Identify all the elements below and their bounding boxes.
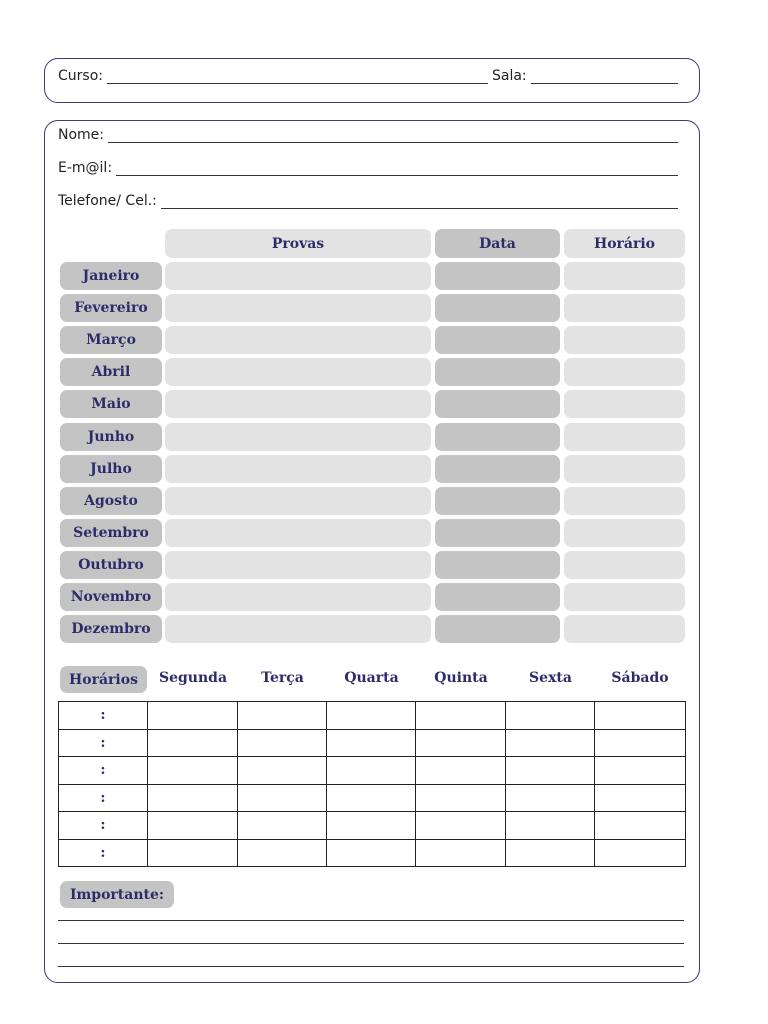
schedule-cell[interactable] xyxy=(148,812,238,840)
data-cell-janeiro[interactable] xyxy=(435,262,560,290)
schedule-row xyxy=(59,784,686,812)
schedule-cell[interactable] xyxy=(238,757,327,785)
time-slot-cell[interactable]: : xyxy=(59,757,148,785)
email-label: E-m@il: xyxy=(58,160,113,176)
schedule-cell[interactable] xyxy=(506,784,595,812)
time-slot-cell[interactable]: : xyxy=(59,729,148,757)
month-label-novembro: Novembro xyxy=(60,583,162,611)
time-slot-cell[interactable]: : xyxy=(59,784,148,812)
schedule-cell[interactable] xyxy=(416,784,506,812)
day-header-quarta: Quarta xyxy=(344,670,399,686)
time-slot-cell[interactable]: : xyxy=(59,812,148,840)
schedule-row xyxy=(59,757,686,785)
schedule-cell[interactable] xyxy=(148,784,238,812)
data-cell-abril[interactable] xyxy=(435,358,560,386)
schedule-cell[interactable] xyxy=(327,812,416,840)
month-label-janeiro: Janeiro xyxy=(60,262,162,290)
horario-cell-setembro[interactable] xyxy=(564,519,685,547)
month-label-fevereiro: Fevereiro xyxy=(60,294,162,322)
horario-cell-maio[interactable] xyxy=(564,390,685,418)
month-label-setembro: Setembro xyxy=(60,519,162,547)
horario-cell-agosto[interactable] xyxy=(564,487,685,515)
curso-label: Curso: xyxy=(58,68,103,84)
telefone-line[interactable] xyxy=(161,194,678,209)
horario-cell-outubro[interactable] xyxy=(564,551,685,579)
provas-cell-maio[interactable] xyxy=(165,390,431,418)
provas-cell-outubro[interactable] xyxy=(165,551,431,579)
provas-cell-junho[interactable] xyxy=(165,423,431,451)
schedule-cell[interactable] xyxy=(506,757,595,785)
nome-line[interactable] xyxy=(108,128,678,143)
schedule-cell[interactable] xyxy=(595,839,686,867)
horario-cell-janeiro[interactable] xyxy=(564,262,685,290)
nome-label: Nome: xyxy=(58,127,105,143)
schedule-cell[interactable] xyxy=(416,812,506,840)
day-header-terca: Terça xyxy=(261,670,304,686)
schedule-cell[interactable] xyxy=(416,757,506,785)
note-line[interactable] xyxy=(58,966,684,967)
schedule-cell[interactable] xyxy=(416,729,506,757)
data-cell-setembro[interactable] xyxy=(435,519,560,547)
horario-cell-novembro[interactable] xyxy=(564,583,685,611)
note-line[interactable] xyxy=(58,920,684,921)
schedule-cell[interactable] xyxy=(595,729,686,757)
provas-cell-fevereiro[interactable] xyxy=(165,294,431,322)
email-field[interactable] xyxy=(58,160,678,176)
sala-line[interactable] xyxy=(531,69,678,84)
data-cell-julho[interactable] xyxy=(435,455,560,483)
data-cell-marco[interactable] xyxy=(435,326,560,354)
sala-label: Sala: xyxy=(492,68,527,84)
schedule-cell[interactable] xyxy=(148,729,238,757)
data-cell-agosto[interactable] xyxy=(435,487,560,515)
schedule-cell[interactable] xyxy=(416,839,506,867)
horario-header: Horário xyxy=(564,229,685,258)
curso-field[interactable] xyxy=(58,68,488,84)
day-header-segunda: Segunda xyxy=(158,670,228,686)
provas-cell-janeiro[interactable] xyxy=(165,262,431,290)
provas-cell-abril[interactable] xyxy=(165,358,431,386)
schedule-cell[interactable] xyxy=(238,702,327,730)
curso-line[interactable] xyxy=(107,69,488,84)
schedule-cell[interactable] xyxy=(506,702,595,730)
time-slot-cell[interactable]: : xyxy=(59,702,148,730)
day-header-sexta: Sexta xyxy=(529,670,572,686)
day-header-sabado: Sábado xyxy=(611,670,669,686)
schedule-cell[interactable] xyxy=(327,702,416,730)
schedule-cell[interactable] xyxy=(416,702,506,730)
telefone-label: Telefone/ Cel.: xyxy=(58,193,157,209)
schedule-row xyxy=(59,812,686,840)
data-cell-fevereiro[interactable] xyxy=(435,294,560,322)
schedule-cell[interactable] xyxy=(327,729,416,757)
schedule-cell[interactable] xyxy=(595,812,686,840)
schedule-cell[interactable] xyxy=(238,839,327,867)
data-cell-junho[interactable] xyxy=(435,423,560,451)
provas-header: Provas xyxy=(165,229,431,258)
data-cell-novembro[interactable] xyxy=(435,583,560,611)
horario-cell-junho[interactable] xyxy=(564,423,685,451)
sala-field[interactable] xyxy=(492,68,678,84)
provas-cell-dezembro[interactable] xyxy=(165,615,431,643)
horario-cell-abril[interactable] xyxy=(564,358,685,386)
provas-cell-novembro[interactable] xyxy=(165,583,431,611)
nome-field[interactable] xyxy=(58,127,678,143)
schedule-cell[interactable] xyxy=(327,784,416,812)
provas-cell-julho[interactable] xyxy=(165,455,431,483)
schedule-row xyxy=(59,839,686,867)
month-label-junho: Junho xyxy=(60,423,162,451)
schedule-cell[interactable] xyxy=(595,702,686,730)
month-label-dezembro: Dezembro xyxy=(60,615,162,643)
time-slot-cell[interactable]: : xyxy=(59,839,148,867)
provas-cell-marco[interactable] xyxy=(165,326,431,354)
provas-cell-setembro[interactable] xyxy=(165,519,431,547)
schedule-cell[interactable] xyxy=(506,812,595,840)
schedule-cell[interactable] xyxy=(148,702,238,730)
data-cell-dezembro[interactable] xyxy=(435,615,560,643)
schedule-cell[interactable] xyxy=(148,839,238,867)
schedule-cell[interactable] xyxy=(506,839,595,867)
schedule-cell[interactable] xyxy=(327,757,416,785)
schedule-cell[interactable] xyxy=(238,729,327,757)
schedule-row xyxy=(59,702,686,730)
email-line[interactable] xyxy=(116,161,678,176)
schedule-cell[interactable] xyxy=(327,839,416,867)
data-cell-maio[interactable] xyxy=(435,390,560,418)
day-header-quinta: Quinta xyxy=(434,670,488,686)
horario-cell-fevereiro[interactable] xyxy=(564,294,685,322)
month-label-marco: Março xyxy=(60,326,162,354)
schedule-cell[interactable] xyxy=(595,757,686,785)
schedule-cell[interactable] xyxy=(595,784,686,812)
note-line[interactable] xyxy=(58,943,684,944)
month-label-agosto: Agosto xyxy=(60,487,162,515)
month-label-outubro: Outubro xyxy=(60,551,162,579)
horarios-header: Horários xyxy=(60,666,147,693)
schedule-cell[interactable] xyxy=(148,757,238,785)
horario-cell-dezembro[interactable] xyxy=(564,615,685,643)
schedule-cell[interactable] xyxy=(238,784,327,812)
schedule-row xyxy=(59,729,686,757)
weekly-schedule-grid xyxy=(58,701,686,867)
horario-cell-marco[interactable] xyxy=(564,326,685,354)
horario-cell-julho[interactable] xyxy=(564,455,685,483)
telefone-field[interactable] xyxy=(58,193,678,209)
provas-cell-agosto[interactable] xyxy=(165,487,431,515)
schedule-cell[interactable] xyxy=(238,812,327,840)
importante-label: Importante: xyxy=(60,881,174,908)
month-label-julho: Julho xyxy=(60,455,162,483)
schedule-cell[interactable] xyxy=(506,729,595,757)
data-cell-outubro[interactable] xyxy=(435,551,560,579)
month-label-abril: Abril xyxy=(60,358,162,386)
data-header: Data xyxy=(435,229,560,258)
month-label-maio: Maio xyxy=(60,390,162,418)
